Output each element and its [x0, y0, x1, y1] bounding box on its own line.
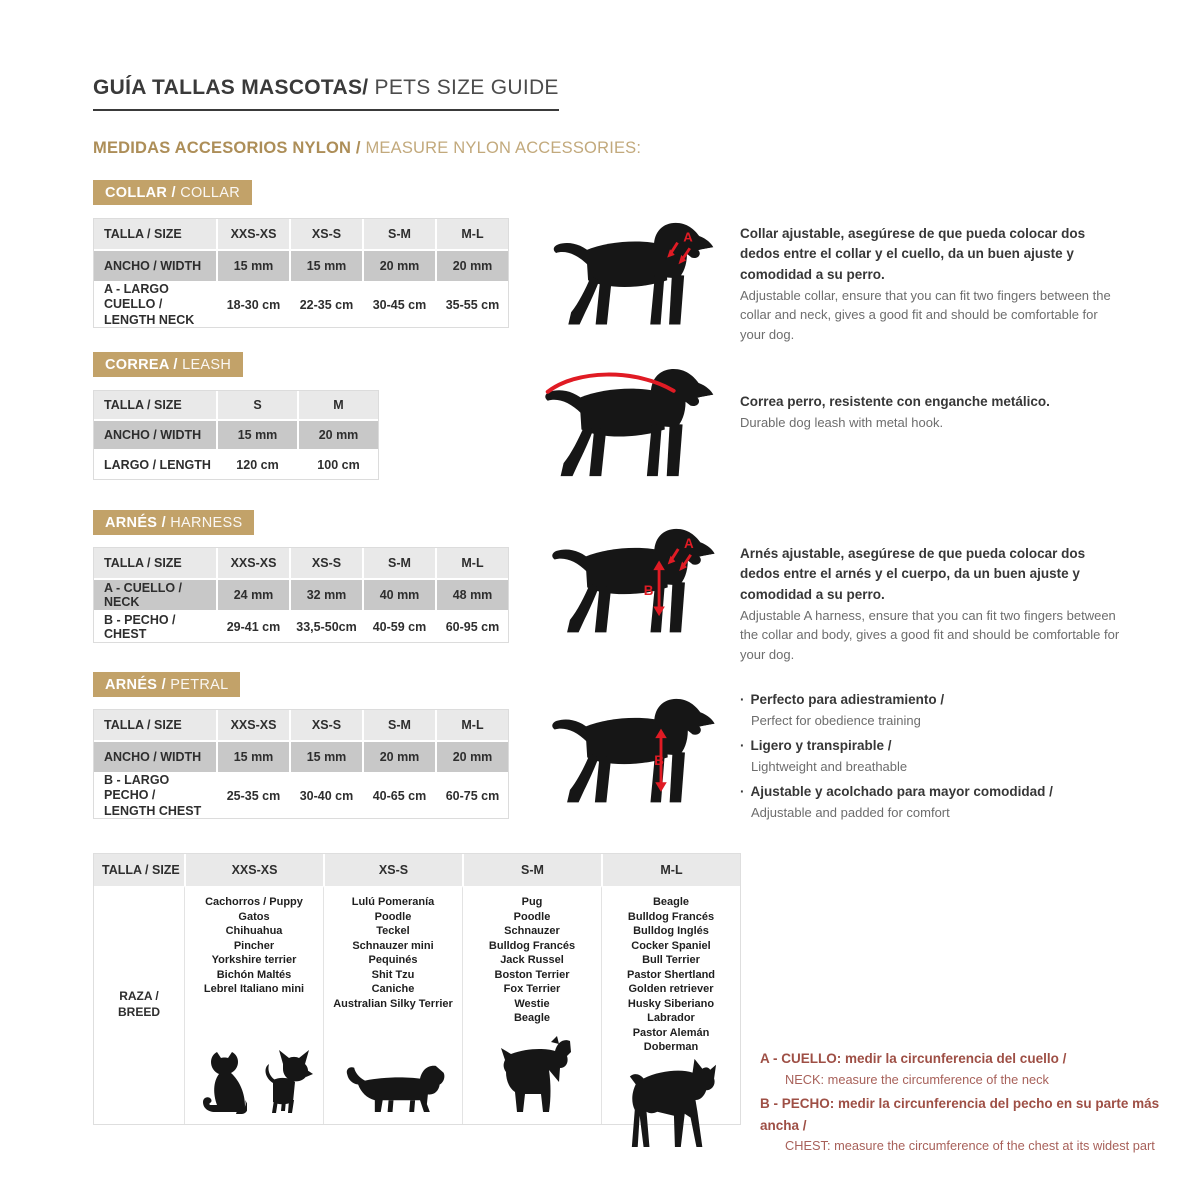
breed-item: Pastor Alemán — [632, 1026, 710, 1039]
collar-neck-label-line: A - LARGO CUELLO / — [104, 281, 169, 312]
leash-section-badge — [93, 352, 243, 377]
harness-chest-value: 33,5-50cm — [291, 612, 362, 642]
petral-size-header: S-M — [364, 710, 435, 740]
harness-chest-marker-letter: B — [643, 583, 654, 598]
note-neck-en: NECK: measure the circumference of the neck — [785, 1071, 1049, 1087]
harness-chest-value: 40-59 cm — [364, 612, 435, 642]
petral-bullet-es: · Ajustable y acolchado para mayor comodidad / — [740, 782, 1122, 803]
harness-dog-illustration — [545, 526, 731, 641]
petral-row-width-label: ANCHO / WIDTH — [94, 742, 216, 772]
breed-item: Boston Terrier — [494, 968, 570, 981]
petral-width-value: 15 mm — [291, 742, 362, 772]
harness-badge-es: ARNÉS / — [105, 515, 166, 531]
leash-size-header: S — [218, 391, 297, 419]
collar-neck-value: 35-55 cm — [437, 283, 508, 327]
petral-chest-value: 60-75 cm — [437, 774, 508, 818]
collar-size-header: S-M — [364, 219, 435, 249]
collar-width-value: 20 mm — [437, 251, 508, 281]
breed-item: Yorkshire terrier — [211, 954, 297, 966]
petral-size-table — [93, 709, 509, 819]
harness-size-header: XS-S — [291, 548, 362, 578]
breed-item: Cocker Spaniel — [631, 939, 711, 952]
petral-badge-es: ARNÉS / — [105, 677, 166, 693]
leash-dog-illustration — [538, 366, 730, 485]
page-title-es: GUÍA TALLAS MASCOTAS/ — [93, 76, 369, 99]
page-title — [93, 76, 559, 111]
breed-item: Caniche — [371, 983, 415, 995]
breed-item: Bull Terrier — [642, 954, 700, 966]
breed-size-header: XS-S — [323, 854, 462, 886]
collar-size-header: XXS-XS — [218, 219, 289, 249]
note-chest-en: CHEST: measure the circumference of the chest at its widest part — [785, 1138, 1155, 1154]
breed-item: Poodle — [513, 910, 551, 923]
petral-width-value: 20 mm — [364, 742, 435, 772]
petral-size-header: M-L — [437, 710, 508, 740]
leash-desc-en: Durable dog leash with metal hook. — [740, 415, 944, 431]
collar-badge-en: COLLAR — [175, 185, 241, 201]
harness-neck-marker-letter: A — [684, 536, 694, 552]
collar-neck-label-line: LENGTH NECK — [104, 312, 195, 327]
petral-dog-illustration — [545, 696, 731, 811]
breed-size-header: M-L — [601, 854, 740, 886]
leash-badge-es: CORREA / — [105, 357, 178, 373]
breed-size-header: XXS-XS — [184, 854, 323, 886]
leash-size-table — [93, 390, 379, 480]
collar-desc-en: Adjustable collar, ensure that you can fit two fingers between the collar and neck, gives a good fit and should be comfortable for your dog. — [740, 287, 1111, 342]
breed-item: Schnauzer — [504, 925, 560, 937]
breed-item: Pug — [521, 896, 543, 908]
petral-table-header-label: TALLA / SIZE — [94, 710, 216, 740]
breed-item: Shit Tzu — [371, 968, 415, 981]
breed-item: Schnauzer mini — [352, 939, 434, 952]
breed-item: Fox Terrier — [503, 983, 561, 995]
harness-desc-es: Arnés ajustable, asegúrese de que pueda colocar dos dedos entre el arnés y el cuerpo, da un buen ajuste y comodidad a su perro. — [740, 546, 1086, 602]
breed-item: Pincher — [233, 939, 275, 952]
breed-item: Golden retriever — [628, 983, 714, 995]
chihuahua-silhouette — [255, 1050, 313, 1114]
dachshund-silhouette — [341, 1057, 445, 1114]
cat-silhouette — [195, 1052, 247, 1114]
breed-item: Chihuahua — [225, 925, 283, 937]
harness-neck-value: 32 mm — [291, 580, 362, 610]
harness-chest-value: 29-41 cm — [218, 612, 289, 642]
breed-item: Husky Siberiano — [627, 997, 715, 1010]
petral-bullet-en: Adjustable and padded for comfort — [751, 805, 950, 821]
page-subtitle-es: MEDIDAS ACCESORIOS NYLON / — [93, 139, 361, 157]
petral-bullet-es: · Perfecto para adiestramiento / — [740, 690, 1122, 711]
harness-neck-value: 40 mm — [364, 580, 435, 610]
petral-chest-label-line: B - LARGO PECHO / — [104, 772, 170, 803]
breed-item: Bulldog Francés — [627, 910, 715, 923]
leash-size-header: M — [299, 391, 378, 419]
breed-item: Labrador — [647, 1012, 695, 1024]
leash-row-width-label: ANCHO / WIDTH — [94, 421, 216, 449]
leash-description — [740, 392, 1122, 433]
collar-marker-letter: A — [683, 229, 693, 245]
petral-bullet-en: Lightweight and breathable — [751, 758, 908, 774]
collar-row-width-label: ANCHO / WIDTH — [94, 251, 216, 281]
petral-row-chest-label — [94, 774, 216, 818]
collar-width-value: 15 mm — [218, 251, 289, 281]
breed-column-m-l — [601, 886, 740, 1124]
collar-badge-es: COLLAR / — [105, 185, 176, 201]
note-neck-es: A - CUELLO: medir la circunferencia del cuello / — [760, 1051, 1067, 1066]
doberman-silhouette — [625, 1055, 717, 1149]
petral-bullet-en: Perfect for obedience training — [751, 712, 921, 728]
collar-table-header-label: TALLA / SIZE — [94, 219, 216, 249]
leash-desc-es: Correa perro, resistente con enganche metálico. — [740, 394, 1050, 409]
collar-row-neck-label — [94, 283, 216, 327]
collar-size-header: M-L — [437, 219, 508, 249]
harness-size-header: S-M — [364, 548, 435, 578]
breed-item: Doberman — [643, 1041, 699, 1053]
leash-length-value: 100 cm — [299, 451, 378, 479]
breed-item: Jack Russel — [500, 954, 564, 966]
page-subtitle — [93, 139, 641, 158]
breed-column-s-m — [462, 886, 601, 1124]
measuring-notes — [760, 1048, 1190, 1160]
collar-dog-illustration — [545, 220, 731, 333]
leash-length-value: 120 cm — [218, 451, 297, 479]
petral-size-header: XS-S — [291, 710, 362, 740]
petral-badge-en: PETRAL — [165, 677, 229, 693]
breed-item: Australian Silky Terrier — [333, 997, 453, 1010]
breed-item: Westie — [514, 997, 550, 1010]
breed-column-xs-s — [323, 886, 462, 1124]
breed-item: Lulú Pomeranía — [351, 896, 435, 908]
collar-size-table — [93, 218, 509, 328]
breed-item: Pastor Shertland — [626, 968, 716, 981]
leash-badge-en: LEASH — [177, 357, 232, 373]
breed-table-header-label: TALLA / SIZE — [94, 854, 184, 886]
breed-row-label-line: RAZA / — [119, 988, 159, 1003]
harness-desc-en: Adjustable A harness, ensure that you can fit two fingers between the collar and body, gives a good fit and should be comfortable for your dog. — [740, 607, 1120, 662]
breed-item: Lebrel Italiano mini — [203, 983, 305, 995]
harness-size-header: M-L — [437, 548, 508, 578]
petral-width-value: 15 mm — [218, 742, 289, 772]
breed-item: Gatos — [238, 910, 270, 923]
harness-row-neck-label: A - CUELLO / NECK — [94, 580, 216, 610]
leash-row-length-label: LARGO / LENGTH — [94, 451, 216, 479]
collar-width-value: 20 mm — [364, 251, 435, 281]
breed-item: Beagle — [513, 1012, 551, 1024]
petral-chest-label-line: LENGTH CHEST — [104, 803, 202, 818]
harness-description — [740, 544, 1122, 664]
page-subtitle-en: MEASURE NYLON ACCESSORIES: — [360, 139, 642, 157]
harness-size-table — [93, 547, 509, 643]
breed-size-table — [93, 853, 741, 1125]
harness-section-badge — [93, 510, 254, 535]
collar-neck-value: 22-35 cm — [291, 283, 362, 327]
petral-chest-value: 40-65 cm — [364, 774, 435, 818]
collar-description — [740, 224, 1122, 344]
collar-desc-es: Collar ajustable, asegúrese de que pueda colocar dos dedos entre el collar y el cuello, da un buen ajuste y comodidad a su perro. — [740, 226, 1086, 282]
breed-item: Beagle — [652, 896, 690, 908]
leash-table-header-label: TALLA / SIZE — [94, 391, 216, 419]
harness-chest-value: 60-95 cm — [437, 612, 508, 642]
harness-neck-value: 48 mm — [437, 580, 508, 610]
petral-size-header: XXS-XS — [218, 710, 289, 740]
breed-item: Poodle — [374, 910, 412, 923]
breed-item: Bulldog Francés — [488, 939, 576, 952]
breed-item: Bichón Maltés — [216, 968, 292, 981]
petral-chest-marker-letter: B — [654, 753, 664, 768]
harness-row-chest-label: B - PECHO / CHEST — [94, 612, 216, 642]
petral-section-badge — [93, 672, 240, 697]
leash-width-value: 20 mm — [299, 421, 378, 449]
breed-item: Pequinés — [368, 954, 418, 966]
breed-item: Cachorros / Puppy — [205, 896, 303, 908]
harness-table-header-label: TALLA / SIZE — [94, 548, 216, 578]
collar-section-badge — [93, 180, 252, 205]
breed-size-header: S-M — [462, 854, 601, 886]
breed-column-xxs-xs — [184, 886, 323, 1124]
note-chest-es: B - PECHO: medir la circunferencia del pecho en su parte más ancha / — [760, 1096, 1160, 1133]
schnauzer-silhouette — [493, 1034, 571, 1114]
petral-chest-value: 30-40 cm — [291, 774, 362, 818]
harness-badge-en: HARNESS — [165, 515, 243, 531]
petral-width-value: 20 mm — [437, 742, 508, 772]
collar-neck-value: 18-30 cm — [218, 283, 289, 327]
breed-row-label-line: BREED — [117, 1004, 160, 1019]
breed-item: Bulldog Inglés — [633, 925, 709, 937]
collar-neck-value: 30-45 cm — [364, 283, 435, 327]
breed-item: Teckel — [376, 925, 410, 937]
petral-bullet-es: · Ligero y transpirable / — [740, 736, 1122, 757]
breed-row-label — [94, 886, 184, 1124]
harness-neck-value: 24 mm — [218, 580, 289, 610]
page-title-en: PETS SIZE GUIDE — [368, 76, 559, 99]
harness-size-header: XXS-XS — [218, 548, 289, 578]
petral-chest-value: 25-35 cm — [218, 774, 289, 818]
collar-size-header: XS-S — [291, 219, 362, 249]
leash-width-value: 15 mm — [218, 421, 297, 449]
collar-width-value: 15 mm — [291, 251, 362, 281]
petral-feature-list — [740, 690, 1122, 828]
